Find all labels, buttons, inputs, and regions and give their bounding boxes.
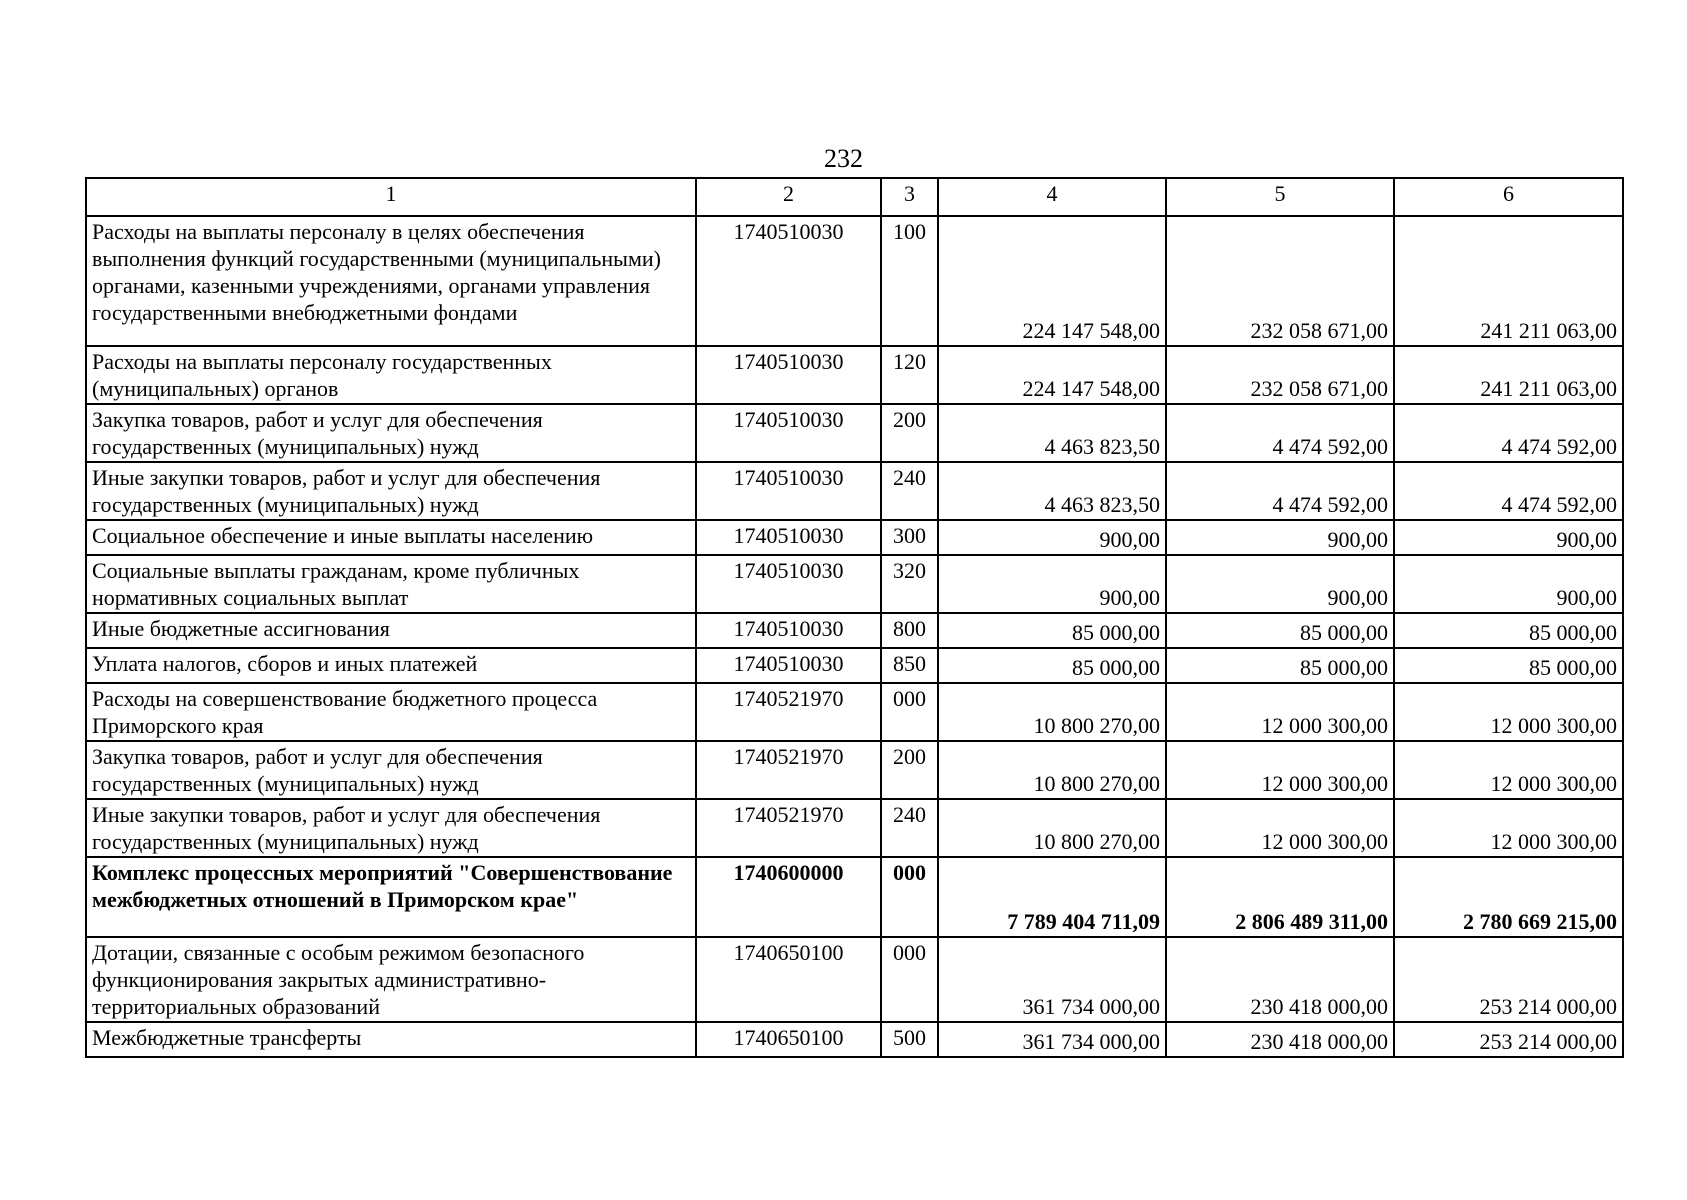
row-amount-col5: 230 418 000,00	[1166, 1022, 1394, 1057]
row-name-cell: Иные бюджетные ассигнования	[86, 613, 696, 648]
row-name-cell: Иные закупки товаров, работ и услуг для обеспечения государственных (муниципальных) нужд	[86, 462, 696, 520]
row-name-cell: Расходы на выплаты персоналу в целях обеспечения выполнения функций государственными (муниципальными) органами, казенными учреждениями, органами управления государственными внебюджетными фондами	[86, 216, 696, 346]
row-name-cell: Закупка товаров, работ и услуг для обеспечения государственных (муниципальных) нужд	[86, 404, 696, 462]
row-name-cell: Комплекс процессных мероприятий "Совершенствование межбюджетных отношений в Приморском крае"	[86, 857, 696, 937]
row-amount-col5: 4 474 592,00	[1166, 462, 1394, 520]
row-amount-col4: 361 734 000,00	[938, 937, 1166, 1022]
row-type-cell: 000	[881, 937, 938, 1022]
row-name-cell: Расходы на совершенствование бюджетного процесса Приморского края	[86, 683, 696, 741]
row-amount-col4: 10 800 270,00	[938, 799, 1166, 857]
table-row	[86, 648, 1623, 683]
row-amount-col6: 12 000 300,00	[1394, 799, 1623, 857]
row-amount-col4: 900,00	[938, 555, 1166, 613]
row-amount-col4: 4 463 823,50	[938, 462, 1166, 520]
row-name-cell: Расходы на выплаты персоналу государственных (муниципальных) органов	[86, 346, 696, 404]
table-row	[86, 613, 1623, 648]
row-amount-col4: 7 789 404 711,09	[938, 857, 1166, 937]
row-type-cell: 120	[881, 346, 938, 404]
row-type-cell: 200	[881, 741, 938, 799]
row-type-cell: 240	[881, 799, 938, 857]
row-amount-col6: 4 474 592,00	[1394, 404, 1623, 462]
row-name-cell: Межбюджетные трансферты	[86, 1022, 696, 1057]
column-header-2: 2	[696, 178, 881, 216]
row-code-cell: 1740521970	[696, 683, 881, 741]
row-amount-col4: 224 147 548,00	[938, 216, 1166, 346]
row-code-cell: 1740510030	[696, 404, 881, 462]
table-body	[86, 216, 1623, 1057]
row-amount-col5: 900,00	[1166, 555, 1394, 613]
column-header-1: 1	[86, 178, 696, 216]
row-amount-col5: 4 474 592,00	[1166, 404, 1394, 462]
row-amount-col6: 4 474 592,00	[1394, 462, 1623, 520]
row-code-cell: 1740600000	[696, 857, 881, 937]
column-header-4: 4	[938, 178, 1166, 216]
column-header-6: 6	[1394, 178, 1623, 216]
row-name-cell: Социальные выплаты гражданам, кроме публичных нормативных социальных выплат	[86, 555, 696, 613]
row-amount-col5: 232 058 671,00	[1166, 346, 1394, 404]
table-row	[86, 404, 1623, 462]
row-code-cell: 1740510030	[696, 462, 881, 520]
row-type-cell: 850	[881, 648, 938, 683]
row-amount-col4: 10 800 270,00	[938, 741, 1166, 799]
row-code-cell: 1740510030	[696, 555, 881, 613]
row-amount-col4: 4 463 823,50	[938, 404, 1166, 462]
row-amount-col5: 12 000 300,00	[1166, 799, 1394, 857]
row-amount-col4: 224 147 548,00	[938, 346, 1166, 404]
table-row	[86, 741, 1623, 799]
row-amount-col5: 12 000 300,00	[1166, 741, 1394, 799]
row-type-cell: 240	[881, 462, 938, 520]
row-amount-col4: 361 734 000,00	[938, 1022, 1166, 1057]
table-row	[86, 520, 1623, 555]
row-type-cell: 800	[881, 613, 938, 648]
row-type-cell: 320	[881, 555, 938, 613]
row-amount-col6: 85 000,00	[1394, 613, 1623, 648]
row-amount-col5: 12 000 300,00	[1166, 683, 1394, 741]
row-amount-col4: 85 000,00	[938, 613, 1166, 648]
row-amount-col6: 85 000,00	[1394, 648, 1623, 683]
row-code-cell: 1740510030	[696, 648, 881, 683]
row-amount-col5: 85 000,00	[1166, 613, 1394, 648]
row-amount-col5: 85 000,00	[1166, 648, 1394, 683]
row-code-cell: 1740510030	[696, 613, 881, 648]
row-amount-col5: 900,00	[1166, 520, 1394, 555]
budget-table	[85, 177, 1624, 1058]
header-row	[86, 178, 1623, 216]
row-amount-col6: 241 211 063,00	[1394, 346, 1623, 404]
row-code-cell: 1740521970	[696, 741, 881, 799]
row-name-cell: Закупка товаров, работ и услуг для обеспечения государственных (муниципальных) нужд	[86, 741, 696, 799]
row-amount-col6: 900,00	[1394, 555, 1623, 613]
row-name-cell: Уплата налогов, сборов и иных платежей	[86, 648, 696, 683]
row-amount-col4: 10 800 270,00	[938, 683, 1166, 741]
row-type-cell: 300	[881, 520, 938, 555]
row-code-cell: 1740650100	[696, 937, 881, 1022]
row-amount-col5: 230 418 000,00	[1166, 937, 1394, 1022]
row-name-cell: Дотации, связанные с особым режимом безопасного функционирования закрытых административно-территориальных образований	[86, 937, 696, 1022]
row-type-cell: 000	[881, 683, 938, 741]
table-row	[86, 683, 1623, 741]
row-name-cell: Иные закупки товаров, работ и услуг для обеспечения государственных (муниципальных) нужд	[86, 799, 696, 857]
row-code-cell: 1740650100	[696, 1022, 881, 1057]
table-row	[86, 216, 1623, 346]
column-header-3: 3	[881, 178, 938, 216]
row-amount-col6: 12 000 300,00	[1394, 683, 1623, 741]
table-row	[86, 857, 1623, 937]
row-type-cell: 500	[881, 1022, 938, 1057]
row-amount-col6: 900,00	[1394, 520, 1623, 555]
row-amount-col6: 12 000 300,00	[1394, 741, 1623, 799]
table-row	[86, 555, 1623, 613]
row-amount-col6: 2 780 669 215,00	[1394, 857, 1623, 937]
table-row	[86, 1022, 1623, 1057]
row-code-cell: 1740510030	[696, 346, 881, 404]
row-amount-col6: 253 214 000,00	[1394, 1022, 1623, 1057]
row-type-cell: 100	[881, 216, 938, 346]
row-name-cell: Социальное обеспечение и иные выплаты населению	[86, 520, 696, 555]
row-type-cell: 000	[881, 857, 938, 937]
row-code-cell: 1740510030	[696, 520, 881, 555]
page-number-text: 232	[824, 144, 863, 173]
table-row	[86, 937, 1623, 1022]
row-amount-col4: 85 000,00	[938, 648, 1166, 683]
row-amount-col6: 253 214 000,00	[1394, 937, 1623, 1022]
table-row	[86, 799, 1623, 857]
row-amount-col6: 241 211 063,00	[1394, 216, 1623, 346]
row-amount-col5: 232 058 671,00	[1166, 216, 1394, 346]
page-number	[0, 144, 1687, 174]
row-amount-col4: 900,00	[938, 520, 1166, 555]
column-header-5: 5	[1166, 178, 1394, 216]
row-type-cell: 200	[881, 404, 938, 462]
row-amount-col5: 2 806 489 311,00	[1166, 857, 1394, 937]
table-row	[86, 346, 1623, 404]
row-code-cell: 1740510030	[696, 216, 881, 346]
table-row	[86, 462, 1623, 520]
row-code-cell: 1740521970	[696, 799, 881, 857]
